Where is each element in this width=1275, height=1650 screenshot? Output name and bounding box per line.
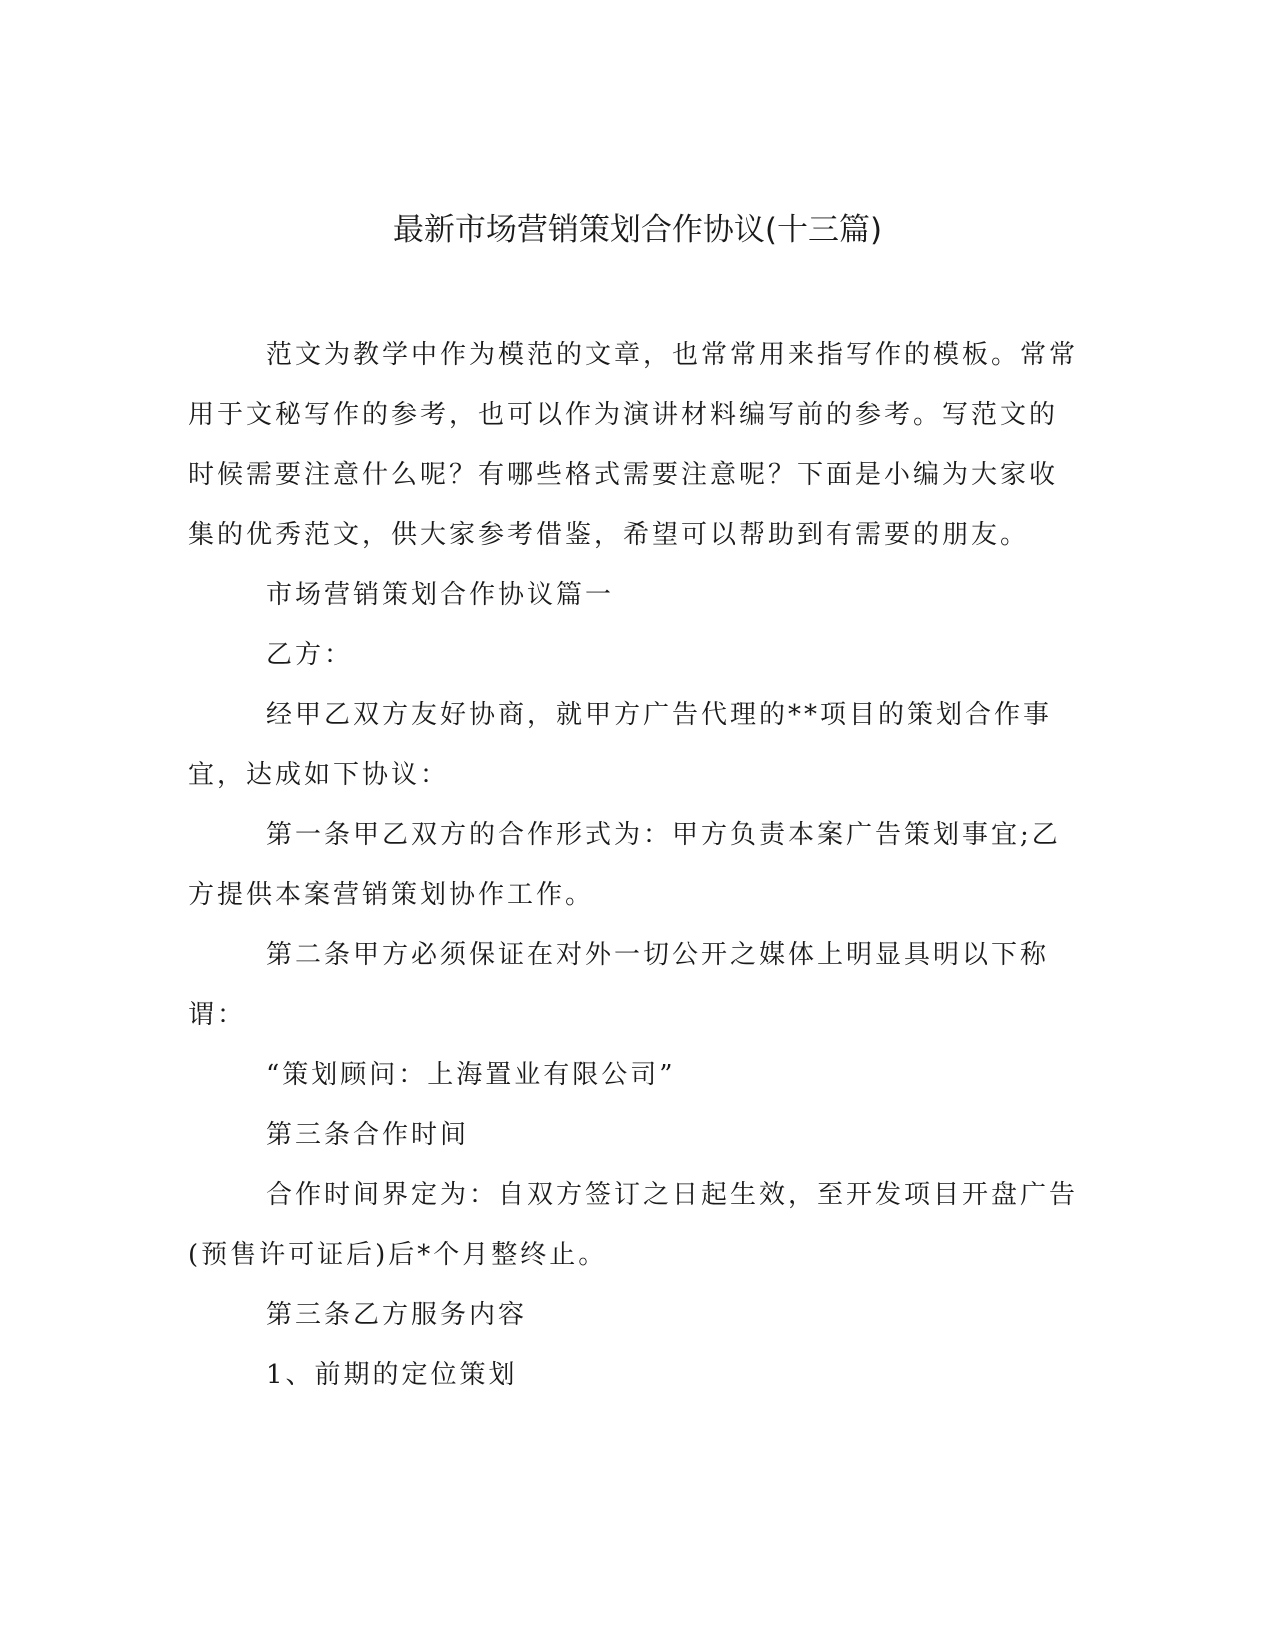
article-3b-heading: 第三条乙方服务内容 (266, 1300, 528, 1330)
document-title: 最新市场营销策划合作协议(十三篇) (392, 212, 883, 248)
article-1: 第一条甲乙双方的合作形式为：甲方负责本案广告策划事宜;乙方提供本案营销策划协作工作。 (188, 820, 1061, 910)
intro-paragraph: 范文为教学中作为模范的文章，也常常用来指写作的模板。常常用于文秘写作的参考，也可以作为演讲材料编写前的参考。写范文的时候需要注意什么呢？有哪些格式需要注意呢？下面是小编为大家收集的优秀范文，供大家参考借鉴，希望可以帮助到有需要的朋友。 (188, 340, 1079, 550)
list-item-1: 1、前期的定位策划 (266, 1360, 518, 1390)
article-3-text: 合作时间界定为：自双方签订之日起生效，至开发项目开盘广告(预售许可证后)后*个月整终止。 (188, 1180, 1079, 1270)
article-3-heading: 第三条合作时间 (266, 1120, 470, 1150)
article-2-quote: “策划顾问：上海置业有限公司” (266, 1060, 676, 1090)
party-b-label: 乙方： (266, 640, 354, 670)
section-heading: 市场营销策划合作协议篇一 (266, 580, 615, 610)
article-2: 第二条甲方必须保证在对外一切公开之媒体上明显具明以下称谓： (188, 940, 1050, 1030)
agreement-preamble: 经甲乙双方友好协商，就甲方广告代理的**项目的策划合作事宜，达成如下协议： (188, 700, 1053, 790)
document-body (188, 325, 1078, 1405)
